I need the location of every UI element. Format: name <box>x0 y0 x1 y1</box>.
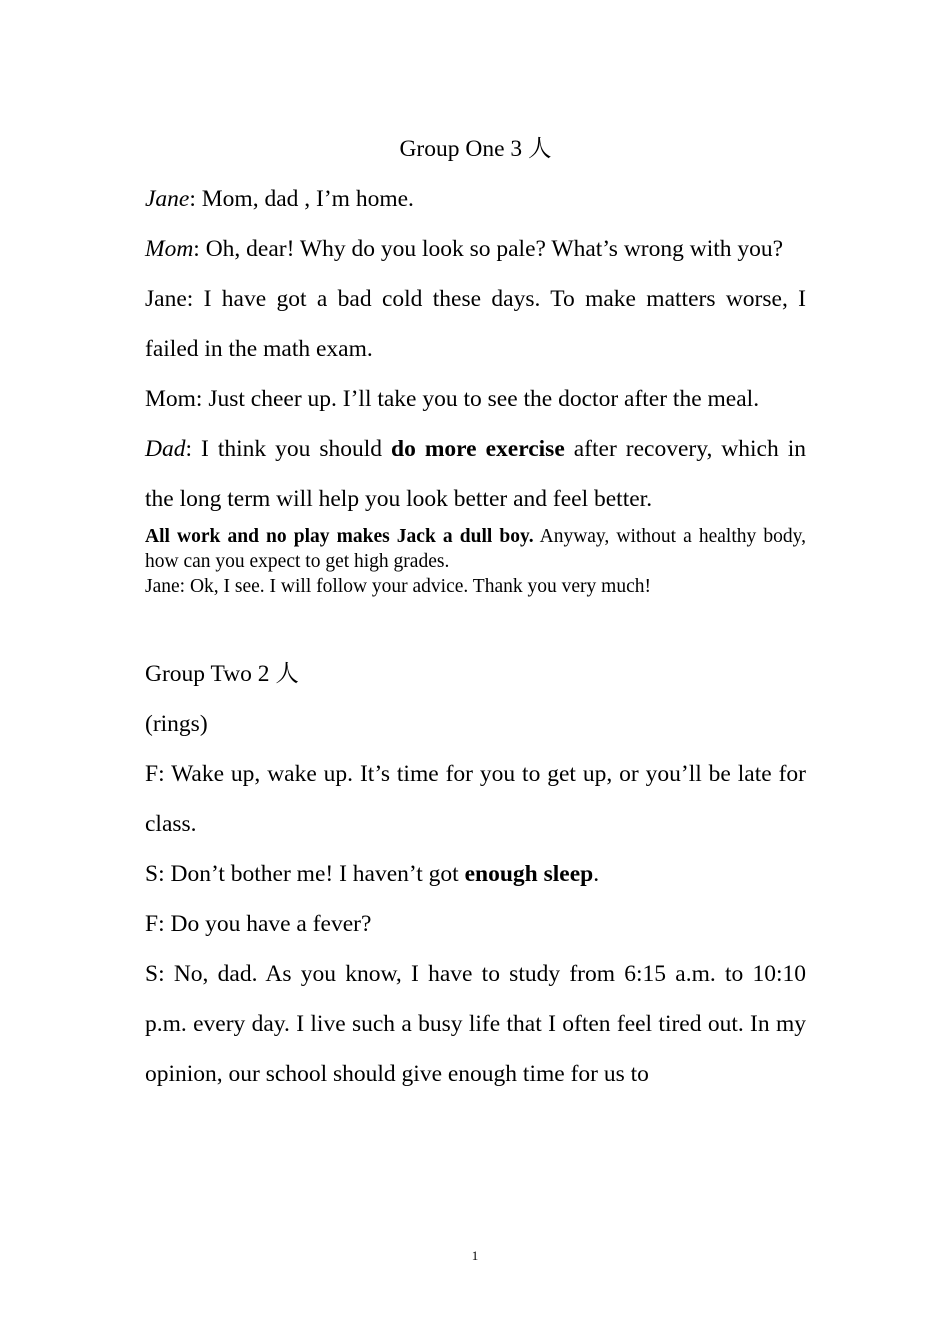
proverb: All work and no play makes Jack a dull boy. <box>145 526 534 547</box>
stage-direction: (rings) <box>145 711 208 737</box>
page-number: 1 <box>471 1248 479 1263</box>
dialogue-line: Jane: Mom, dad , I’m home. <box>145 186 414 212</box>
dialogue-line-small: All work and no play makes Jack a dull boy. Anyway, without a healthy body, how can you expect to get high grades. <box>145 526 806 572</box>
dialogue-line: F: Do you have a fever? <box>145 911 372 937</box>
dialogue-line: S: No, dad. As you know, I have to study from 6:15 a.m. to 10:10 p.m. every day. I live such a busy life that I often feel tired out. In my opinion, our school should give enough time for us to <box>145 961 806 1087</box>
key-phrase: enough sleep <box>464 861 594 887</box>
document-body <box>145 124 806 1099</box>
dialogue-line: S: Don’t bother me! I haven’t got enough sleep. <box>145 861 600 887</box>
dialogue-line-small: Jane: Ok, I see. I will follow your advice. Thank you very much! <box>145 576 651 597</box>
speaker-name: Dad <box>145 436 186 462</box>
dialogue-line: Mom: Oh, dear! Why do you look so pale? What’s wrong with you? <box>145 236 784 262</box>
dialogue-line: Dad: I think you should do more exercise after recovery, which in the long term will help you look better and feel better. <box>145 436 807 512</box>
dialogue-line: Mom: Just cheer up. I’ll take you to see the doctor after the meal. <box>145 386 760 412</box>
group-two-title: Group Two 2 人 <box>145 661 299 687</box>
speaker-name: Mom <box>145 236 194 262</box>
speaker-name: Jane <box>145 186 190 212</box>
dialogue-line: Jane: I have got a bad cold these days. To make matters worse, I failed in the math exam. <box>145 286 806 362</box>
section-spacer <box>145 599 806 649</box>
key-phrase: do more exercise <box>391 436 565 462</box>
dialogue-line: F: Wake up, wake up. It’s time for you to get up, or you’ll be late for class. <box>145 761 806 837</box>
group-one-title: Group One 3 人 <box>399 136 552 162</box>
